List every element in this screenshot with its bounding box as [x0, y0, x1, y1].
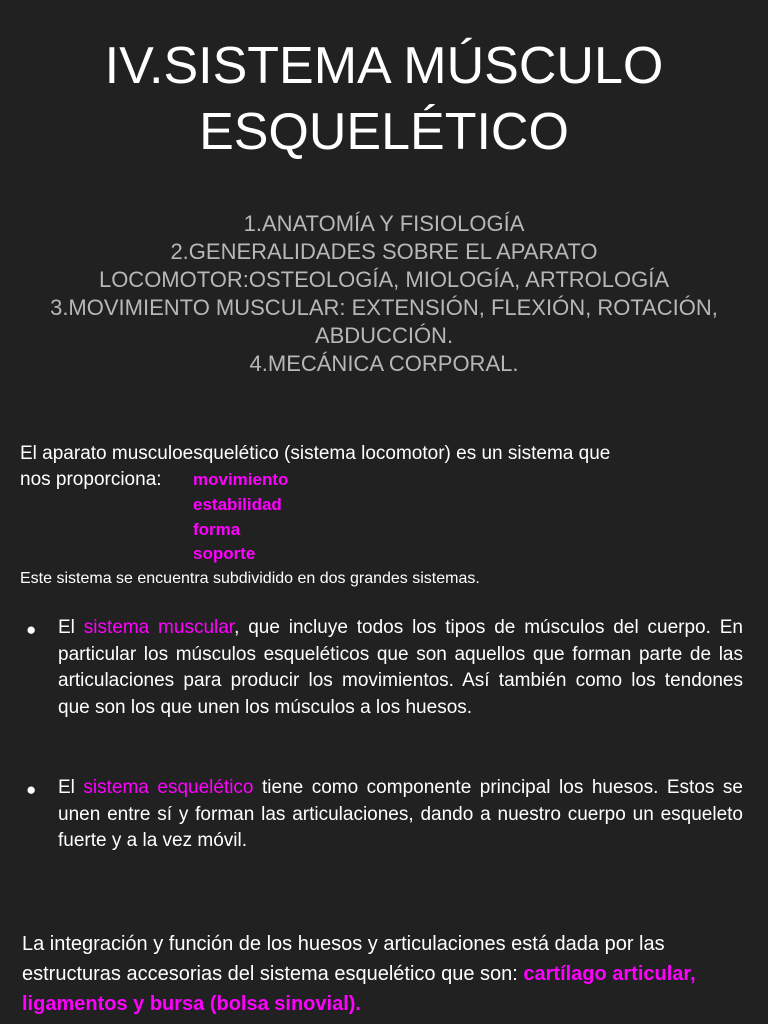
bullet-muscular-text: El sistema muscular, que incluye todos los tipos de músculos del cuerpo. En particular los músculos esqueléticos que son aquellos que forman parte de las articulaciones para producir los movimientos. Así también como los tendones que son los que unen los músculos a los huesos.	[58, 617, 743, 718]
list-item: soporte	[193, 544, 256, 563]
intro-line-2: nos proporciona:	[20, 469, 162, 490]
intro-text	[20, 441, 743, 467]
list-item: movimiento	[193, 470, 289, 489]
bullet-icon: ●	[26, 780, 37, 799]
topic-line: 1.ANATOMÍA Y FISIOLOGÍA	[243, 211, 525, 236]
list-item: forma	[193, 520, 241, 539]
list-item: estabilidad	[193, 495, 282, 514]
highlight-accessory-structures: cartílago articular, ligamentos y bursa (bolsa sinovial).	[22, 963, 696, 1015]
subdivided-text: Este sistema se encuentra subdividido en dos grandes sistemas.	[20, 570, 480, 587]
topic-line: 3.MOVIMIENTO MUSCULAR: EXTENSIÓN, FLEXIÓN, ROTACIÓN,	[50, 295, 718, 320]
page-title-line-2: ESQUELÉTICO	[199, 103, 569, 161]
page-title-line-1: IV.SISTEMA MÚSCULO	[104, 37, 664, 95]
closing-paragraph: La integración y función de los huesos y articulaciones está dada por las estructuras accesorias del sistema esquelético que son: cartílago articular, ligamentos y bursa (bolsa sinovial).	[22, 933, 696, 1015]
topic-line: 2.GENERALIDADES SOBRE EL APARATO	[170, 239, 598, 264]
topic-line: ABDUCCIÓN.	[314, 323, 454, 348]
bullet-esqueletico-text: El sistema esquelético tiene como componente principal los huesos. Estos se unen entre sí y forman las articulaciones, dando a nuestro cuerpo un esqueleto fuerte y a la vez móvil.	[58, 777, 743, 851]
topic-line: 4.MECÁNICA CORPORAL.	[249, 351, 519, 376]
highlight-sistema-muscular: sistema muscular	[83, 617, 235, 638]
bullet-icon: ●	[26, 620, 37, 639]
highlight-sistema-esqueletico: sistema esquelético	[83, 777, 254, 798]
topic-line: LOCOMOTOR:OSTEOLOGÍA, MIOLOGÍA, ARTROLOGÍA	[98, 267, 670, 292]
intro-line-1: El aparato musculoesquelético (sistema locomotor) es un sistema que	[20, 443, 611, 464]
